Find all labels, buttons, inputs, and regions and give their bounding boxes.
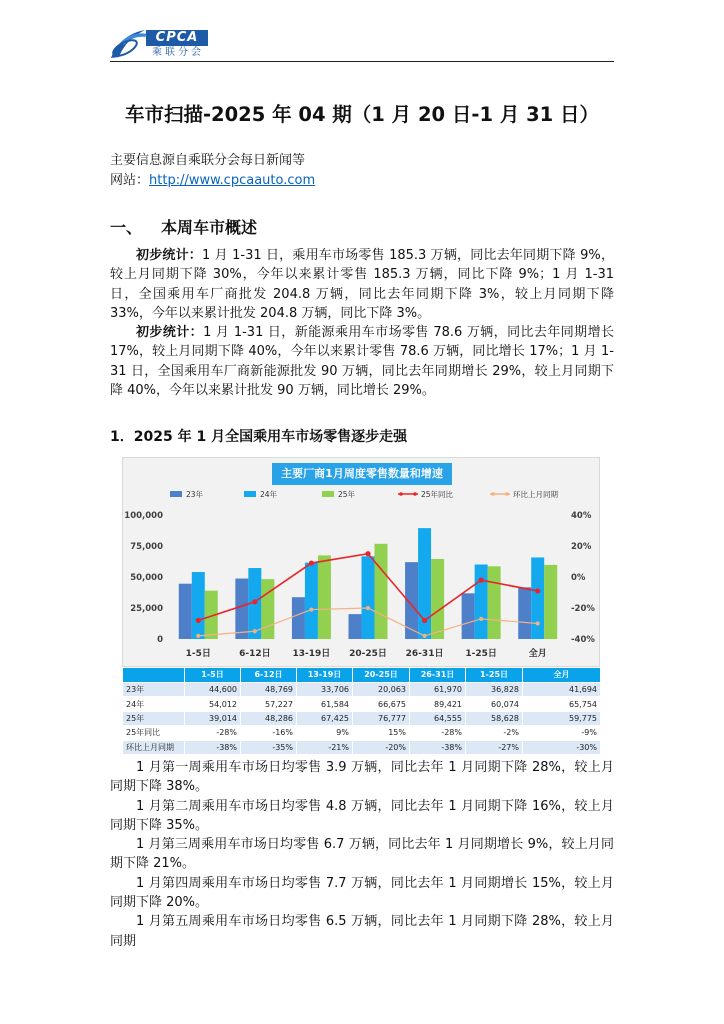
legend-label: 25年同比 bbox=[421, 490, 454, 499]
table-cell: 48,286 bbox=[241, 711, 297, 725]
retail-bar-series2-6 bbox=[544, 565, 557, 639]
section-number: 一、 bbox=[110, 218, 143, 237]
x-axis-category-label: 26-31日 bbox=[405, 649, 444, 659]
y2-axis-tick-label: -40% bbox=[571, 635, 595, 645]
y2-axis-tick-label: -20% bbox=[571, 604, 595, 614]
mom-change-point-4 bbox=[422, 634, 426, 638]
y2-axis-tick-label: 20% bbox=[571, 542, 592, 552]
x-axis-category-label: 1-5日 bbox=[185, 649, 211, 659]
table-cell: 60,074 bbox=[466, 697, 523, 711]
summary-paragraph bbox=[110, 323, 614, 400]
table-header-cell: 6-12日 bbox=[241, 668, 297, 683]
y-axis-tick-label: 0 bbox=[157, 635, 163, 645]
table-row-label: 25年 bbox=[123, 711, 185, 725]
section-title: 本周车市概述 bbox=[161, 218, 258, 237]
table-cell: -30% bbox=[523, 740, 601, 754]
retail-bar-series1-3 bbox=[362, 556, 375, 639]
legend-marker-series4 bbox=[491, 492, 495, 496]
legend-label: 23年 bbox=[186, 490, 204, 499]
mom-change-point-1 bbox=[253, 629, 257, 633]
table-cell: -28% bbox=[185, 726, 241, 740]
retail-bar-series1-6 bbox=[531, 557, 544, 639]
chart-canvas bbox=[122, 457, 600, 667]
table-cell: -27% bbox=[466, 740, 523, 754]
summary-block bbox=[110, 246, 614, 400]
subsection-heading: 1．2025 年 1 月全国乘用车市场零售逐步走强 bbox=[110, 429, 408, 445]
cpca-logo bbox=[108, 27, 212, 61]
retail-bar-series0-3 bbox=[349, 614, 362, 639]
mom-change-point-0 bbox=[196, 634, 200, 638]
table-header-row bbox=[123, 668, 601, 683]
weekly-retail-table bbox=[122, 667, 601, 755]
weekly-paragraph: 1 月第三周乘用车市场日均零售 6.7 万辆，同比去年 1 月同期增长 9%，较上月同期下降 21%。 bbox=[110, 837, 614, 872]
weekly-retail-chart bbox=[122, 457, 600, 667]
table-cell: 89,421 bbox=[410, 697, 466, 711]
x-axis-category-label: 13-19日 bbox=[292, 649, 331, 659]
website-label: 网站： bbox=[110, 173, 150, 188]
source-note: 主要信息源自乘联分会每日新闻等 bbox=[110, 153, 306, 168]
retail-bar-series2-5 bbox=[488, 566, 501, 639]
yoy-growth-point-3 bbox=[365, 551, 370, 556]
y-axis-tick-label: 25,000 bbox=[130, 604, 163, 614]
table-header-cell: 1-25日 bbox=[466, 668, 523, 683]
retail-bar-series0-6 bbox=[518, 587, 531, 639]
table-cell: -9% bbox=[523, 726, 601, 740]
table-header-cell: 26-31日 bbox=[410, 668, 466, 683]
yoy-growth-point-0 bbox=[196, 618, 201, 623]
table-cell: -28% bbox=[410, 726, 466, 740]
table-cell: 41,694 bbox=[523, 683, 601, 697]
table-cell: 59,775 bbox=[523, 711, 601, 725]
table-cell: 58,628 bbox=[466, 711, 523, 725]
table-cell: 20,063 bbox=[353, 683, 410, 697]
retail-bar-series2-1 bbox=[261, 579, 274, 639]
paragraph-lead: 初步统计： bbox=[136, 325, 204, 341]
table-row-label: 环比上月同期 bbox=[123, 740, 185, 754]
table-cell: -20% bbox=[353, 740, 410, 754]
retail-bar-series2-3 bbox=[375, 544, 388, 639]
website-link[interactable]: http://www.cpcaauto.com bbox=[149, 173, 316, 188]
table-cell: 57,227 bbox=[241, 697, 297, 711]
retail-bar-series1-0 bbox=[192, 572, 205, 639]
yoy-growth-point-4 bbox=[422, 618, 427, 623]
table-cell: 36,828 bbox=[466, 683, 523, 697]
table-cell: 76,777 bbox=[353, 711, 410, 725]
weekly-paragraph: 1 月第五周乘用车市场日均零售 6.5 万辆，同比去年 1 月同期下降 28%，较上月同期 bbox=[110, 914, 614, 949]
table-cell: 9% bbox=[297, 726, 353, 740]
table-row-label: 25年同比 bbox=[123, 726, 185, 740]
y-axis-tick-label: 100,000 bbox=[124, 511, 163, 521]
table-row bbox=[123, 726, 601, 740]
legend-marker-series3 bbox=[413, 492, 417, 496]
x-axis-category-label: 全月 bbox=[528, 649, 547, 659]
table-row-label: 24年 bbox=[123, 697, 185, 711]
table-cell: 33,706 bbox=[297, 683, 353, 697]
table-header-cell: 13-19日 bbox=[297, 668, 353, 683]
table-cell: 67,425 bbox=[297, 711, 353, 725]
table-header-cell: 20-25日 bbox=[353, 668, 410, 683]
mom-change-point-2 bbox=[309, 607, 313, 611]
logo-brand-text: CPCA bbox=[146, 30, 208, 46]
legend-label: 环比上月同期 bbox=[513, 490, 558, 499]
retail-bar-series1-2 bbox=[305, 563, 318, 639]
table-cell: -21% bbox=[297, 740, 353, 754]
legend-marker-series4 bbox=[505, 492, 509, 496]
cpca-bird-icon bbox=[108, 27, 148, 61]
table-cell: 65,754 bbox=[523, 697, 601, 711]
mom-change-point-6 bbox=[536, 621, 540, 625]
yoy-growth-point-5 bbox=[479, 578, 484, 583]
legend-swatch-series0 bbox=[170, 491, 182, 497]
retail-bar-series2-4 bbox=[431, 559, 444, 639]
paragraph-lead: 初步统计： bbox=[136, 248, 202, 263]
weekly-paragraph: 1 月第四周乘用车市场日均零售 7.7 万辆，同比去年 1 月同期增长 15%，较上月同期下降 20%。 bbox=[110, 875, 614, 911]
y-axis-tick-label: 50,000 bbox=[130, 573, 163, 583]
chart-title: 主要厂商1月周度零售数量和增速 bbox=[272, 463, 452, 485]
retail-bar-series2-2 bbox=[318, 555, 331, 639]
table-row bbox=[123, 683, 601, 697]
table-cell: 64,555 bbox=[410, 711, 466, 725]
y2-axis-tick-label: 0% bbox=[571, 573, 586, 583]
legend-swatch-series1 bbox=[244, 491, 256, 497]
table-cell: -38% bbox=[410, 740, 466, 754]
retail-bar-series0-5 bbox=[462, 593, 475, 639]
x-axis-category-label: 1-25日 bbox=[465, 649, 497, 659]
table-cell: 54,012 bbox=[185, 697, 241, 711]
mom-change-point-5 bbox=[479, 617, 483, 621]
header-divider bbox=[110, 61, 614, 62]
legend-label: 25年 bbox=[338, 490, 356, 499]
table-row bbox=[123, 711, 601, 725]
mom-change-point-3 bbox=[366, 606, 370, 610]
weekly-summary-block bbox=[110, 758, 614, 951]
table-cell: 48,769 bbox=[241, 683, 297, 697]
logo-chinese-name: 乘联分会 bbox=[152, 47, 204, 58]
yoy-growth-point-2 bbox=[309, 560, 314, 565]
table-row bbox=[123, 740, 601, 754]
yoy-growth-point-6 bbox=[535, 588, 540, 593]
table-row-label: 23年 bbox=[123, 683, 185, 697]
section-heading bbox=[110, 217, 257, 239]
retail-bar-series0-1 bbox=[235, 579, 248, 639]
retail-bar-series1-5 bbox=[475, 565, 488, 639]
summary-paragraph bbox=[110, 246, 614, 323]
page-title: 车市扫描-2025 年 04 期（1 月 20 日-1 月 31 日） bbox=[124, 103, 600, 126]
x-axis-category-label: 20-25日 bbox=[349, 649, 387, 659]
table-cell: 61,970 bbox=[410, 683, 466, 697]
table-cell: -2% bbox=[466, 726, 523, 740]
legend-marker-series3 bbox=[399, 492, 403, 496]
legend-label: 24年 bbox=[260, 490, 278, 499]
website-line bbox=[110, 171, 315, 190]
table-row bbox=[123, 697, 601, 711]
table-header-cell bbox=[123, 668, 185, 683]
retail-bar-series0-2 bbox=[292, 597, 305, 639]
yoy-growth-point-1 bbox=[252, 599, 257, 604]
table-cell: 15% bbox=[353, 726, 410, 740]
chart-data-table bbox=[122, 667, 600, 755]
table-cell: -35% bbox=[241, 740, 297, 754]
x-axis-category-label: 6-12日 bbox=[239, 649, 271, 659]
y-axis-tick-label: 75,000 bbox=[130, 542, 163, 552]
table-cell: -16% bbox=[241, 726, 297, 740]
table-cell: 44,600 bbox=[185, 683, 241, 697]
table-cell: 39,014 bbox=[185, 711, 241, 725]
y2-axis-tick-label: 40% bbox=[571, 511, 592, 521]
legend-swatch-series2 bbox=[322, 491, 334, 497]
paragraph-text: 1 月 1-31 日，乘用车市场零售 185.3 万辆，同比去年同期下降 9%，较上月同期下降 30%，今年以来累计零售 185.3 万辆，同比下降 9%；1 月 1-31 日，全国乘用车厂商批发 204.8 万辆，同比去年同期下降 3%，较上月同期下降 33%，今年以来累计批发 204.8 万辆，同比下降 3%。 bbox=[110, 248, 614, 321]
weekly-paragraph: 1 月第一周乘用车市场日均零售 3.9 万辆，同比去年 1 月同期下降 28%，较上月同期下降 38%。 bbox=[110, 760, 614, 795]
retail-bar-series0-0 bbox=[179, 584, 192, 639]
table-header-cell: 全月 bbox=[523, 668, 601, 683]
table-cell: 66,675 bbox=[353, 697, 410, 711]
weekly-paragraph: 1 月第二周乘用车市场日均零售 4.8 万辆，同比去年 1 月同期下降 16%，较上月同期下降 35%。 bbox=[110, 798, 614, 833]
paragraph-text: 1 月 1-31 日，新能源乘用车市场零售 78.6 万辆，同比去年同期增长 17%，较上月同期下降 40%，今年以来累计零售 78.6 万辆，同比增长 17%；1 月 1-31 日，全国乘用车厂商新能源批发 90 万辆，同比去年同期增长 29%，较上月同期下降 40%，今年以来累计批发 90 万辆，同比增长 29%。 bbox=[110, 325, 614, 399]
table-cell: -38% bbox=[185, 740, 241, 754]
table-header-cell: 1-5日 bbox=[185, 668, 241, 683]
table-cell: 61,584 bbox=[297, 697, 353, 711]
